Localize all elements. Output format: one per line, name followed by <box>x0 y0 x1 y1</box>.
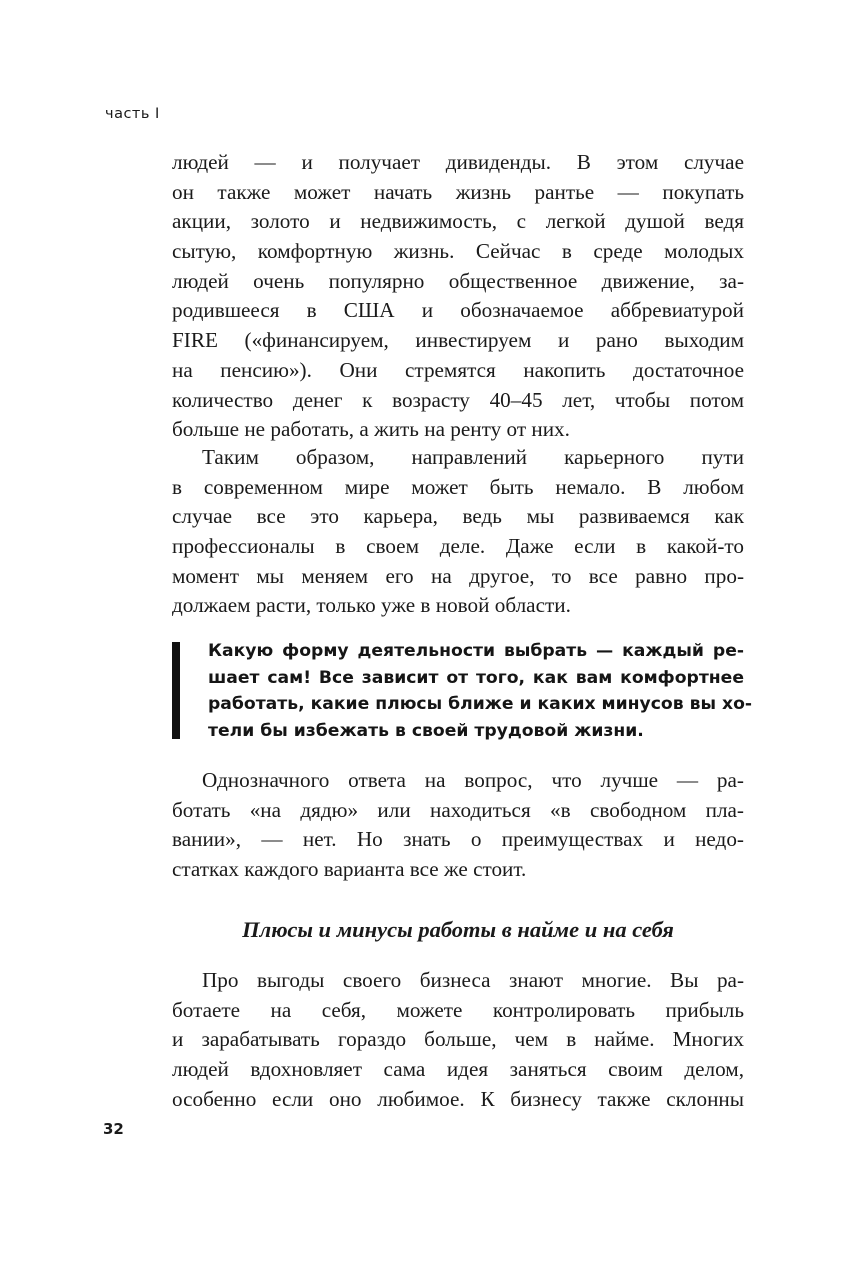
text-line: в современном мире может быть немало. В любом <box>172 474 744 499</box>
callout-quote <box>172 638 753 741</box>
text-line: людей вдохновляет сама идея заняться своим делом, <box>172 1057 744 1082</box>
text-line: родившееся в США и обозначаемое аббревиатурой <box>172 298 744 323</box>
running-head-label: часть I <box>105 106 160 122</box>
text-line: акции, золото и недвижимость, с легкой душой ведя <box>172 209 744 234</box>
text-line: вании», — нет. Но знать о преимуществах и недо- <box>172 827 744 852</box>
text-line: Про выгоды своего бизнеса знают многие. Вы ра- <box>202 968 744 992</box>
text-line: людей очень популярно общественное движение, за- <box>172 268 744 293</box>
text-line: больше не работать, а жить на ренту от них. <box>172 417 570 442</box>
paragraph-career-paths <box>172 443 744 621</box>
text-line: ботать «на дядю» или находиться «в свободном пла- <box>172 797 744 822</box>
text-line: количество денег к возрасту 40–45 лет, чтобы потом <box>172 387 744 412</box>
text-line: момент мы меняем его на другое, то все равно про- <box>172 563 744 588</box>
callout-line: шает сам! Все зависит от того, как вам комфортнее <box>208 667 744 688</box>
paragraph-continued <box>172 148 744 445</box>
text-line: Однозначного ответа на вопрос, что лучше — ра- <box>202 768 744 792</box>
text-line: профессионалы в своем деле. Даже если в какой-то <box>172 534 744 559</box>
paragraph-business-benefits <box>172 966 744 1114</box>
text-line: сытую, комфортную жизнь. Сейчас в среде молодых <box>172 239 744 264</box>
text-line: и зарабатывать гораздо больше, чем в найме. Многих <box>172 1027 744 1052</box>
text-line: случае все это карьера, ведь мы развиваемся как <box>172 504 744 529</box>
text-line: особенно если оно любимое. К бизнесу также склонны <box>172 1086 744 1111</box>
running-head <box>105 106 160 122</box>
text-line: Таким образом, направлений карьерного пути <box>202 445 744 469</box>
text-line: ботаете на себя, можете контролировать прибыль <box>172 997 744 1022</box>
text-line: FIRE («финансируем, инвестируем и рано выходим <box>172 328 744 353</box>
text-line: статках каждого варианта все же стоит. <box>172 857 527 882</box>
text-line: он также может начать жизнь рантье — покупать <box>172 179 744 204</box>
paragraph-no-single-answer <box>172 766 744 885</box>
callout-rule <box>172 642 180 739</box>
text-line: людей — и получает дивиденды. В этом случае <box>172 150 744 174</box>
callout-text <box>208 638 753 744</box>
text-line: на пенсию»). Они стремятся накопить достаточное <box>172 357 744 382</box>
page-number: 32 <box>103 1120 124 1138</box>
callout-line: Какую форму деятельности выбрать — каждый ре- <box>208 641 744 661</box>
text-line: должаем расти, только уже в новой области. <box>172 593 571 618</box>
section-heading: Плюсы и минусы работы в найме и на себя <box>242 917 674 942</box>
callout-line: работать, какие плюсы ближе и каких минусов вы хо- <box>208 694 753 714</box>
callout-line: тели бы избежать в своей трудовой жизни. <box>208 720 644 741</box>
